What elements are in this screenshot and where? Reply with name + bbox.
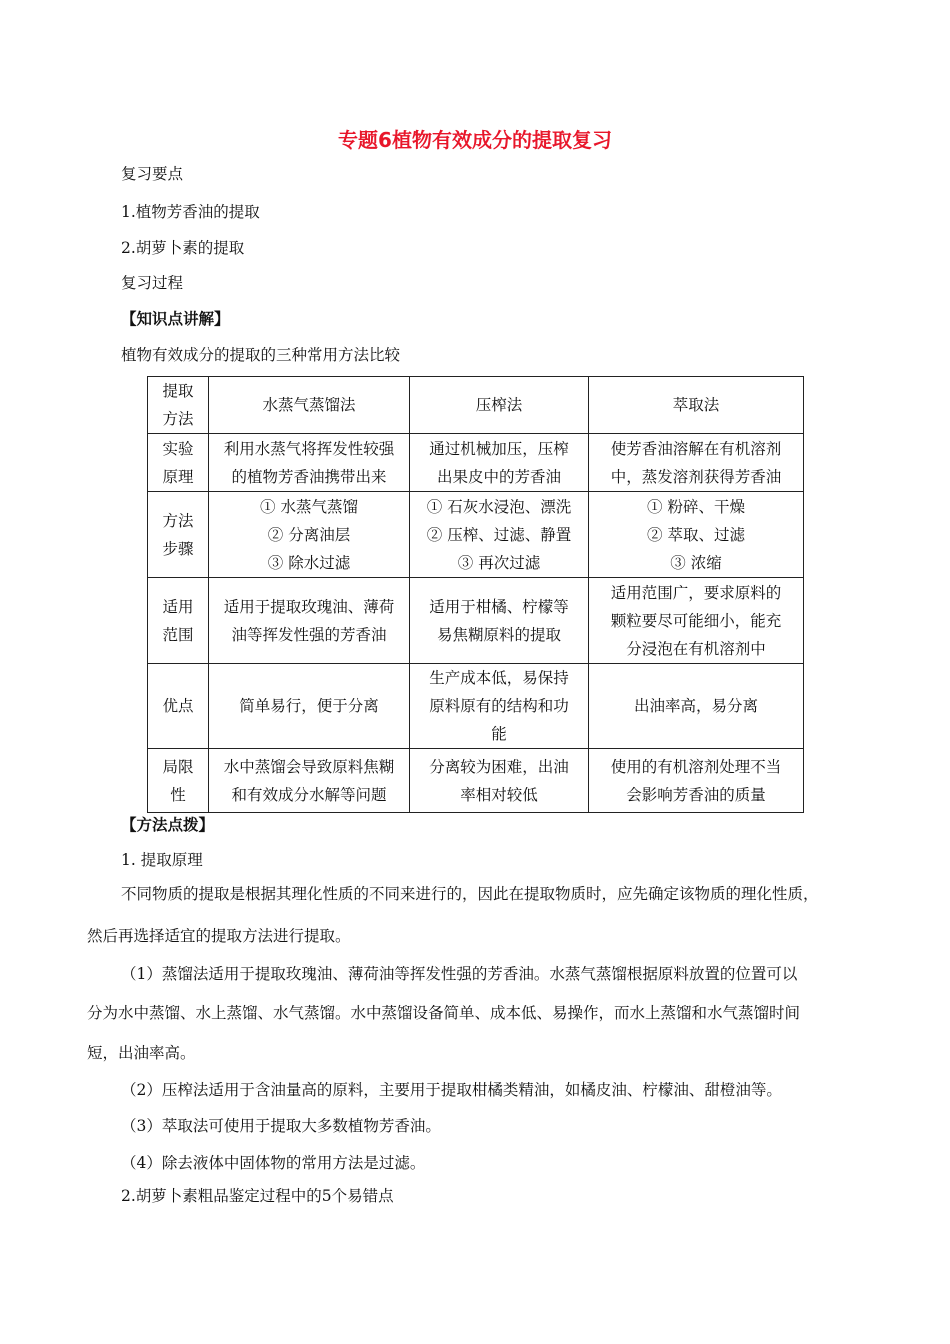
cell-line: 的植物芳香油携带出来 <box>231 467 387 486</box>
row-label-line: 范围 <box>162 625 194 644</box>
row-label-cell <box>148 749 209 813</box>
table-caption: 植物有效成分的提取的三种常用方法比较 <box>121 346 401 364</box>
table-cell <box>410 492 589 578</box>
section2-heading: 2.胡萝卜素粗品鉴定过程中的5个易错点 <box>121 1187 394 1205</box>
cell-line: ① 粉碎、干燥 <box>647 497 745 516</box>
table-cell <box>209 434 410 492</box>
cell-line: 原料原有的结构和功 <box>429 697 569 715</box>
point1-line-2: 分为水中蒸馏、水上蒸馏、水气蒸馏。水中蒸馏设备简单、成本低、易操作，而水上蒸馏和水气蒸馏时间 <box>87 1004 801 1022</box>
review-point-2: 2.胡萝卜素的提取 <box>121 239 245 257</box>
header-steam-distillation: 水蒸气蒸馏法 <box>209 377 410 434</box>
row-label-line: 适用 <box>162 597 194 616</box>
cell-line: ③ 浓缩 <box>670 553 722 572</box>
table-row-scope <box>148 578 804 664</box>
table-cell <box>589 492 804 578</box>
method-heading: 【方法点拨】 <box>121 815 215 834</box>
cell-line: 使芳香油溶解在有机溶剂 <box>610 439 782 458</box>
row-label-line: 优点 <box>162 697 194 715</box>
cell-line: 中，蒸发溶剂获得芳香油 <box>610 467 782 486</box>
row-label-line: 性 <box>170 785 186 804</box>
cell-line: ② 分离油层 <box>267 525 351 544</box>
table-cell <box>589 578 804 664</box>
cell-line: 生产成本低，易保持 <box>429 669 569 687</box>
table-cell <box>589 664 804 749</box>
page-title: 专题6植物有效成分的提取复习 <box>338 128 612 152</box>
table-cell <box>410 749 589 813</box>
review-point-1: 1.植物芳香油的提取 <box>121 203 260 221</box>
cell-line: ① 石灰水浸泡、漂洗 <box>426 497 572 516</box>
cell-line: 能 <box>491 725 507 743</box>
row-label-line: 方法 <box>162 511 194 530</box>
row-label-line: 实验 <box>162 439 194 458</box>
intro-line-1: 不同物质的提取是根据其理化性质的不同来进行的，因此在提取物质时，应先确定该物质的理化性质， <box>121 885 819 903</box>
header-label-line: 方法 <box>162 410 194 428</box>
cell-line: 率相对较低 <box>460 785 538 804</box>
table-row-limitations <box>148 749 804 813</box>
header-pressing: 压榨法 <box>410 377 589 434</box>
cell-line: 分浸泡在有机溶剂中 <box>626 639 766 658</box>
cell-line: 适用范围广，要求原料的 <box>610 583 782 602</box>
header-label-cell <box>148 377 209 434</box>
row-label-line: 局限 <box>162 757 194 776</box>
review-process-heading: 复习过程 <box>121 274 184 292</box>
table-row-steps <box>148 492 804 578</box>
table-cell <box>410 664 589 749</box>
table-cell <box>209 492 410 578</box>
cell-line: 易焦糊原料的提取 <box>436 625 561 644</box>
table-cell <box>410 578 589 664</box>
row-label-line: 步骤 <box>162 539 194 558</box>
cell-line: 利用水蒸气将挥发性较强 <box>223 439 395 458</box>
table-cell <box>209 578 410 664</box>
row-label-cell <box>148 434 209 492</box>
table-cell <box>209 664 410 749</box>
header-label-line: 提取 <box>162 382 194 400</box>
cell-line: ③ 除水过滤 <box>267 553 351 572</box>
table-cell <box>209 749 410 813</box>
cell-line: 通过机械加压，压榨 <box>429 439 569 458</box>
cell-line: ② 压榨、过滤、静置 <box>426 525 572 544</box>
review-points-heading: 复习要点 <box>121 165 184 183</box>
cell-line: ② 萃取、过滤 <box>647 525 745 544</box>
cell-line: 适用于提取玫瑰油、薄荷 <box>223 597 395 616</box>
table-header-row <box>148 377 804 434</box>
section1-heading: 1. 提取原理 <box>121 851 203 869</box>
point1-line-1: （1）蒸馏法适用于提取玫瑰油、薄荷油等挥发性强的芳香油。水蒸气蒸馏根据原料放置的位置可以 <box>121 965 798 983</box>
row-label-cell <box>148 492 209 578</box>
point1-line-3: 短，出油率高。 <box>87 1044 196 1062</box>
cell-line: 会影响芳香油的质量 <box>626 785 766 804</box>
knowledge-heading: 【知识点讲解】 <box>121 309 230 328</box>
cell-line: 颗粒要尽可能细小，能充 <box>610 611 782 630</box>
header-extraction: 萃取法 <box>589 377 804 434</box>
cell-line: 简单易行，便于分离 <box>239 697 379 715</box>
intro-line-2: 然后再选择适宜的提取方法进行提取。 <box>87 927 351 945</box>
cell-line: 分离较为困难，出油 <box>429 757 569 776</box>
cell-line: 出油率高，易分离 <box>633 697 758 715</box>
row-label-line: 原理 <box>162 467 194 486</box>
table-row-principle <box>148 434 804 492</box>
cell-line: ③ 再次过滤 <box>457 553 541 572</box>
cell-line: 和有效成分水解等问题 <box>231 785 387 804</box>
table-cell <box>410 434 589 492</box>
cell-line: 使用的有机溶剂处理不当 <box>610 757 782 776</box>
cell-line: 出果皮中的芳香油 <box>436 467 561 486</box>
cell-line: ① 水蒸气蒸馏 <box>260 497 358 516</box>
point2: （2）压榨法适用于含油量高的原料，主要用于提取柑橘类精油，如橘皮油、柠檬油、甜橙油等。 <box>121 1081 782 1099</box>
point3: （3）萃取法可使用于提取大多数植物芳香油。 <box>121 1117 441 1135</box>
table-cell <box>589 434 804 492</box>
comparison-table <box>147 376 804 813</box>
cell-line: 水中蒸馏会导致原料焦糊 <box>223 757 395 776</box>
cell-line: 油等挥发性强的芳香油 <box>231 625 387 644</box>
table-row-advantages <box>148 664 804 749</box>
cell-line: 适用于柑橘、柠檬等 <box>429 597 569 616</box>
point4: （4）除去液体中固体物的常用方法是过滤。 <box>121 1154 426 1172</box>
row-label-cell <box>148 578 209 664</box>
table-cell <box>589 749 804 813</box>
row-label-cell <box>148 664 209 749</box>
